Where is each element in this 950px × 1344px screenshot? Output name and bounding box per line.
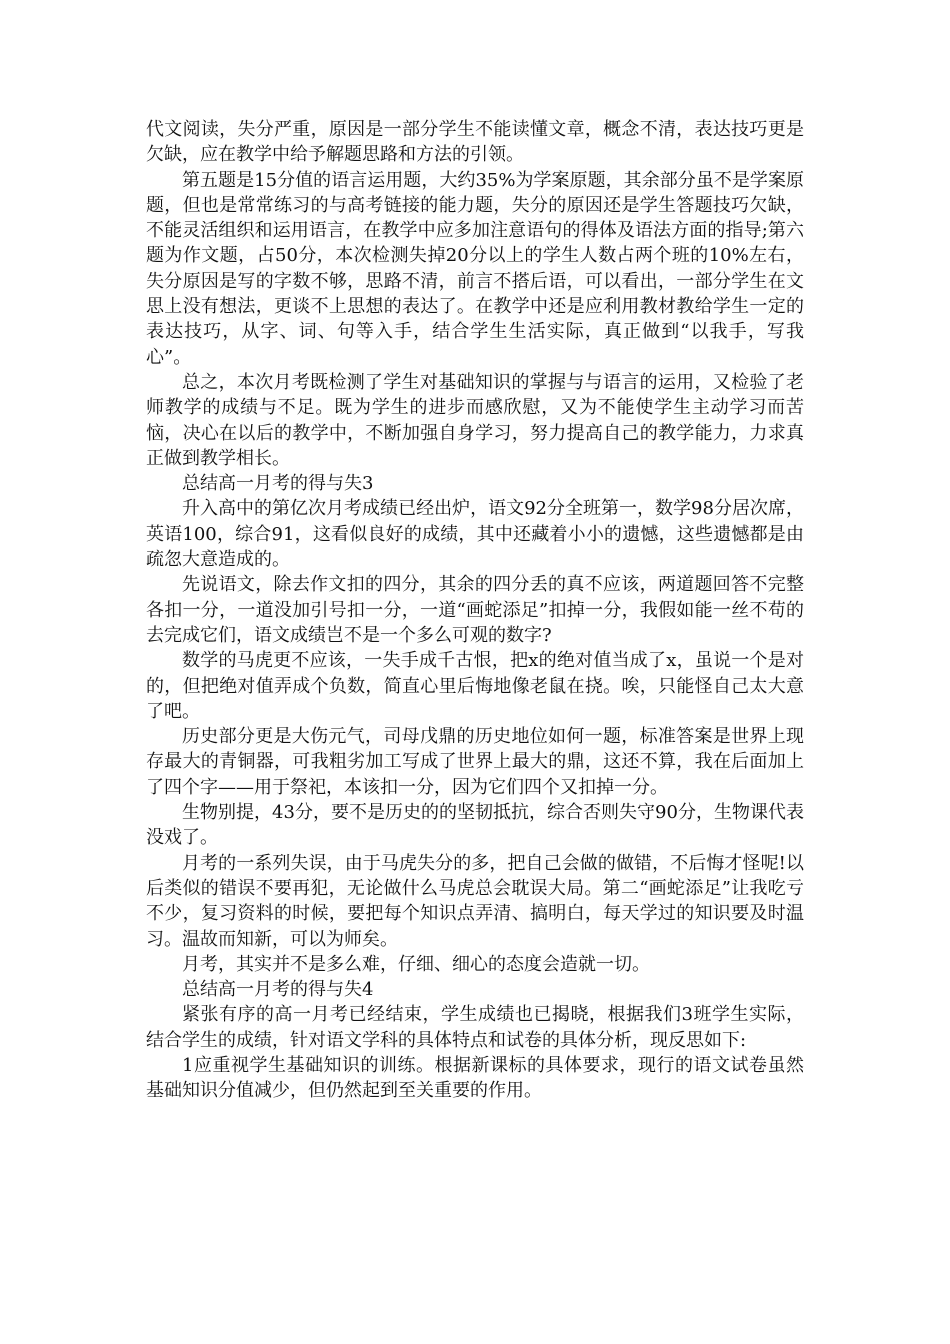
paragraph: 月考，其实并不是多么难，仔细、细心的态度会造就一切。 (182, 953, 650, 975)
paragraph: 紧张有序的高一月考已经结束，学生成绩也已揭晓，根据我们3班学生实际，结合学生的成绩，针对语文学科的具体特点和试卷的具体分析，现反思如下: (146, 1004, 804, 1051)
paragraph: 1应重视学生基础知识的训练。根据新课标的具体要求，现行的语文试卷虽然基础知识分值减少，但仍然起到至关重要的作用。 (146, 1054, 804, 1102)
paragraph: 月考的一系列失误，由于马虎失分的多，把自己会做的做错，不后悔才怪呢!以后类似的错误不要再犯，无论做什么马虎总会耽误大局。第二“画蛇添足”让我吃亏不少，复习资料的时候，要把每个知识点弄清、搞明白，每天学过的知识要及时温习。温故而知新，可以为师矣。 (146, 852, 804, 950)
paragraph: 升入高中的第亿次月考成绩已经出炉，语文92分全班第一，数学98分居次席，英语100，综合91，这看似良好的成绩，其中还藏着小小的遗憾，这些遗憾都是由疏忽大意造成的。 (146, 498, 804, 571)
paragraph: 数学的马虎更不应该，一失手成千古恨，把x的绝对值当成了x，虽说一个是对的，但把绝对值弄成个负数，简直心里后悔地像老鼠在挠。唉，只能怪自己太大意了吧。 (146, 650, 804, 722)
paragraph: 第五题是15分值的语言运用题，大约35%为学案原题，其余部分虽不是学案原题，但也是常常练习的与高考链接的能力题，失分的原因还是学生答题技巧欠缺，不能灵活组织和运用语言，在教学中应多加注意语句的得体及语法方面的指导;第六题为作文题，占50分，本次检测失掉20分以上的学生人数占两个班的10%左右，失分原因是写的字数不够，思路不清，前言不搭后语，可以看出，一部分学生在文思上没有想法，更谈不上思想的表达了。在教学中还是应利用教材教给学生一定的表达技巧，从字、词、句等入手，结合学生生活实际，真正做到“以我手，写我心”。 (146, 169, 804, 368)
paragraph: 历史部分更是大伤元气，司母戊鼎的历史地位如何一题，标准答案是世界上现存最大的青铜器，可我粗劣加工写成了世界上最大的鼎，这还不算，我在后面加上了四个字——用于祭祀，本该扣一分，因为它们四个又扣掉一分。 (146, 726, 804, 798)
document-page (146, 117, 804, 1104)
section-heading: 总结高一月考的得与失4 (182, 979, 374, 1001)
paragraph: 总之，本次月考既检测了学生对基础知识的掌握与与语言的运用，又检验了老师教学的成绩与不足。既为学生的进步而感欣慰，又为不能使学生主动学习而苦恼，决心在以后的教学中，不断加强自身学习，努力提高自己的教学能力，力求真正做到教学相长。 (146, 371, 804, 469)
paragraph-continuation: 代文阅读，失分严重，原因是一部分学生不能读懂文章，概念不清，表达技巧更是欠缺，应在教学中给予解题思路和方法的引领。 (146, 119, 804, 166)
paragraph: 先说语文，除去作文扣的四分，其余的四分丢的真不应该，两道题回答不完整各扣一分，一道没加引号扣一分，一道“画蛇添足”扣掉一分，我假如能一丝不苟的去完成它们，语文成绩岂不是一个多么可观的数字? (146, 574, 804, 646)
section-heading: 总结高一月考的得与失3 (182, 473, 374, 495)
paragraph: 生物别提，43分，要不是历史的的坚韧抵抗，综合否则失守90分，生物课代表没戏了。 (146, 802, 804, 849)
